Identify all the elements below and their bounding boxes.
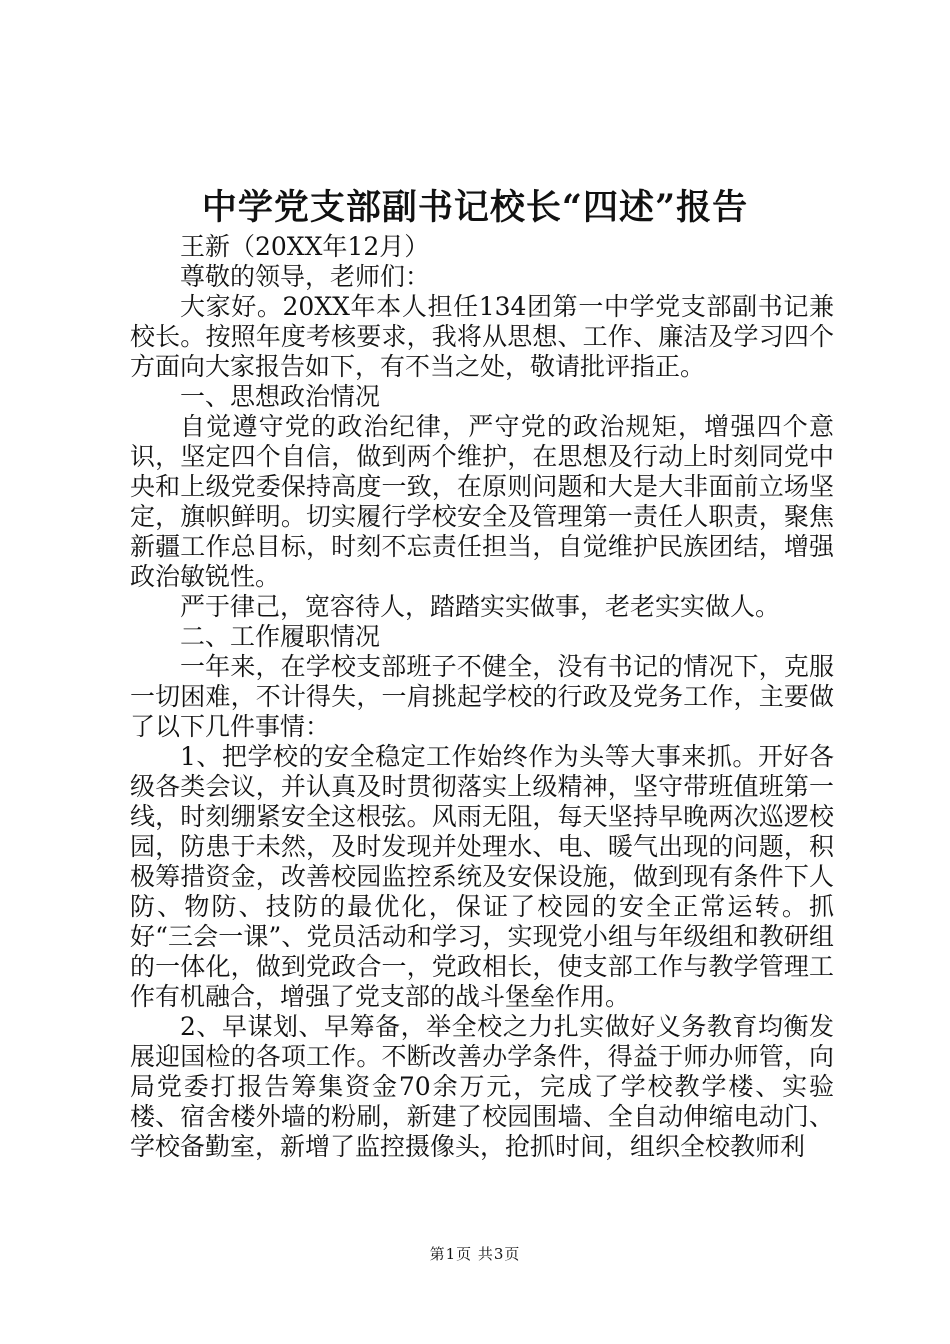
page-footer: 第1页 共3页 (429, 1245, 521, 1263)
salutation: 尊敬的领导，老师们： (180, 262, 431, 291)
work-item-1: 1、把学校的安全稳定工作始终作为头等大事来抓。开好各级各类会议，并认真及时贯彻落实上级精神，坚守带班值班第一线，时刻绷紧安全这根弦。风雨无阻，每天坚持早晚两次巡逻校园，防患于未然，及时发现并处理水、电、暖气出现的问题，积极筹措资金，改善校园监控系统及安保设施，做到现有条件下人防、物防、技防的最优化，保证了校园的安全正常运转。抓好“三会一课”、党员活动和学习，实现党小组与年级组和教研组的一体化，做到党政合一，党政相长，使支部工作与教学管理工作有机融合，增强了党支部的战斗堡垒作用。 (130, 742, 834, 1011)
author-date-line: 王新（20XX年12月） (180, 232, 430, 261)
section-heading-politics: 一、思想政治情况 (180, 382, 381, 411)
work-item-2: 2、早谋划、早筹备，举全校之力扎实做好义务教育均衡发展迎国检的各项工作。不断改善办学条件，得益于师办师管，向局党委打报告筹集资金70余万元，完成了学校教学楼、实验楼、宿舍楼外墙的粉刷，新建了校园围墙、全自动伸缩电动门、学校备勤室，新增了监控摄像头，抢抓时间，组织全校教师利 (130, 1012, 834, 1161)
intro-paragraph: 大家好。20XX年本人担任134团第一中学党支部副书记兼校长。按照年度考核要求，我将从思想、工作、廉洁及学习四个方面向大家报告如下，有不当之处，敬请批评指正。 (130, 292, 834, 381)
politics-paragraph: 自觉遵守党的政治纪律，严守党的政治规矩，增强四个意识，坚定四个自信，做到两个维护，在思想及行动上时刻同党中央和上级党委保持高度一致，在原则问题和大是大非面前立场坚定，旗帜鲜明。切实履行学校安全及管理第一责任人职责，聚焦新疆工作总目标，时刻不忘责任担当，自觉维护民族团结，增强政治敏锐性。 (130, 412, 834, 591)
document-body (130, 232, 834, 1162)
conduct-paragraph: 严于律己，宽容待人，踏踏实实做事，老老实实做人。 (180, 592, 781, 621)
work-intro-paragraph: 一年来，在学校支部班子不健全，没有书记的情况下，克服一切困难，不计得失，一肩挑起学校的行政及党务工作，主要做了以下几件事情： (130, 652, 834, 741)
document-title: 中学党支部副书记校长“四述”报告 (201, 187, 749, 228)
section-heading-work: 二、工作履职情况 (180, 622, 381, 651)
